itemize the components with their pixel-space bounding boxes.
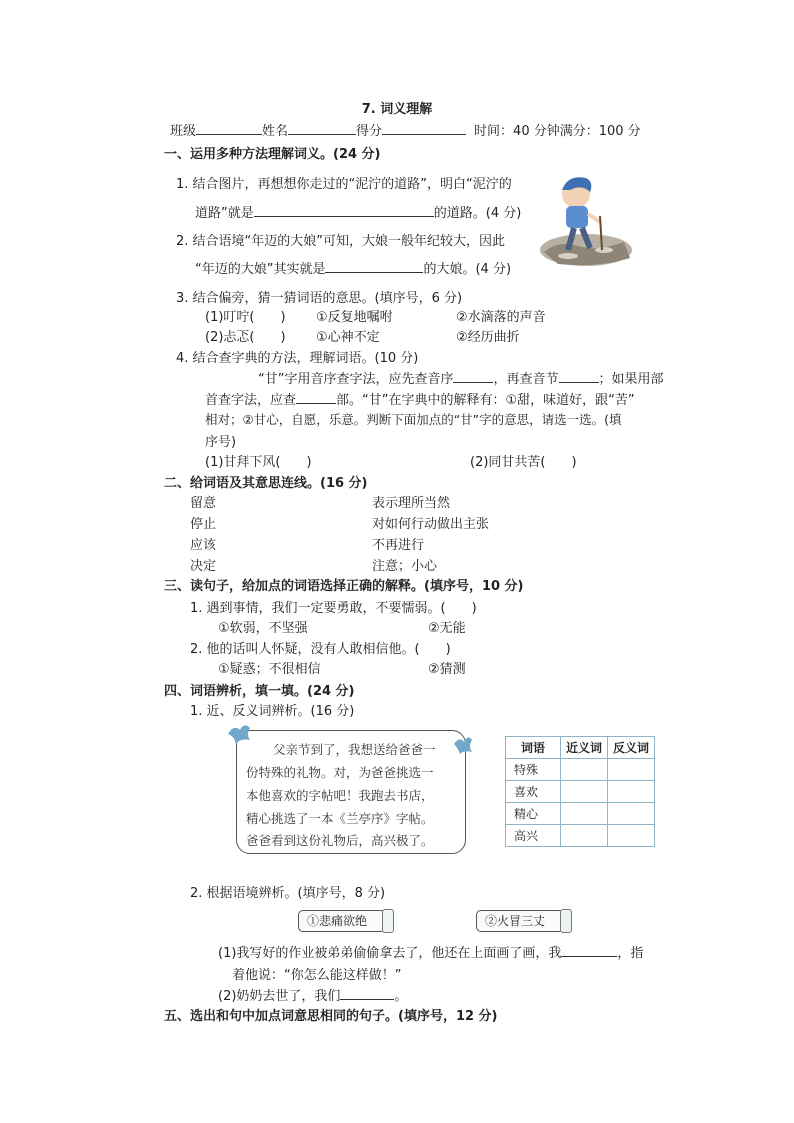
s3-q2: 2. 他的话叫人怀疑，没有人敢相信他。( ) bbox=[190, 642, 451, 657]
q4-blank-yinxu[interactable] bbox=[453, 369, 493, 383]
passage-line-3: 本他喜欢的字帖吧！我跑去书店， bbox=[246, 788, 434, 803]
s4-sub2-line1: (1)我写好的作业被弟弟偷偷拿去了，他还在上面画了画，我 ，指 bbox=[218, 942, 643, 961]
name-label: 姓名 bbox=[262, 124, 289, 139]
boy-on-muddy-road-illustration bbox=[538, 170, 634, 274]
antonym-cell[interactable] bbox=[608, 803, 655, 825]
s2-left-3[interactable]: 应该 bbox=[190, 538, 217, 553]
q4-item-1: (1)甘拜下风( ) bbox=[205, 455, 312, 470]
s2-right-1[interactable]: 表示理所当然 bbox=[372, 496, 451, 511]
s1-q1-line2: 道路”就是 的道路。(4 分) bbox=[195, 202, 521, 221]
s4-sub2: 2. 根据语境辨析。(填序号，8 分) bbox=[190, 886, 386, 901]
table-header-cell: 词语 bbox=[506, 737, 561, 759]
s4-sub2-line2: 着他说：“你怎么能这样做！” bbox=[232, 968, 402, 983]
class-label: 班级 bbox=[170, 124, 197, 139]
s1-q2-line1: 2. 结合语境“年迈的大娘”可知，大娘一般年纪较大，因此 bbox=[176, 234, 506, 249]
table-word-cell: 特殊 bbox=[506, 759, 561, 781]
s4-sub2-blank-1[interactable] bbox=[561, 943, 617, 957]
s3-q2-opt2: ②猜测 bbox=[428, 662, 466, 677]
s3-q1: 1. 遇到事情，我们一定要勇敢，不要懦弱。( ) bbox=[190, 601, 477, 616]
synonym-cell[interactable] bbox=[561, 803, 608, 825]
time-text: 时间：40 分钟满分：100 分 bbox=[474, 124, 641, 139]
passage-line-1: 父亲节到了，我想送给爸爸一 bbox=[273, 742, 436, 757]
scroll-icon bbox=[382, 909, 394, 933]
q3-item-1: (1)叮咛( ) bbox=[205, 310, 286, 325]
q4-line1: “甘”字用音序查字法，应先查音序 ，再查音节 ；如果用部 bbox=[258, 368, 664, 387]
s2-right-3[interactable]: 不再进行 bbox=[372, 538, 425, 553]
passage-line-4: 精心挑选了一本《兰亭序》字帖。 bbox=[246, 811, 434, 826]
section-1-heading: 一、运用多种方法理解词义。(24 分) bbox=[164, 147, 381, 162]
q3-item-1-opt1: ①反复地嘱咐 bbox=[316, 310, 393, 325]
antonym-cell[interactable] bbox=[608, 759, 655, 781]
passage-box bbox=[236, 730, 466, 854]
leaf-decoration-icon bbox=[452, 734, 474, 756]
q4-line4: 序号) bbox=[205, 435, 237, 450]
q4-line2: 首查字法，应查 部。“甘”在字典中的解释有：①甜，味道好，跟“苦” bbox=[205, 389, 635, 408]
s1-q3-heading: 3. 结合偏旁，猜一猜词语的意思。(填序号，6 分) bbox=[176, 291, 463, 306]
table-row bbox=[506, 803, 655, 825]
option-tag-2: ②火冒三丈 bbox=[476, 910, 564, 932]
leaf-decoration-icon bbox=[226, 722, 252, 744]
score-label: 得分 bbox=[356, 124, 383, 139]
option-tag-1: ①悲痛欲绝 bbox=[298, 910, 386, 932]
table-header-row bbox=[506, 737, 655, 759]
name-blank[interactable] bbox=[288, 121, 356, 135]
s2-right-4[interactable]: 注意；小心 bbox=[372, 559, 438, 574]
s4-sub2-line3: (2)奶奶去世了，我们 。 bbox=[218, 985, 407, 1004]
s2-left-1[interactable]: 留意 bbox=[190, 496, 217, 511]
s3-q1-opt2: ②无能 bbox=[428, 621, 466, 636]
s1-q1-line1: 1. 结合图片，再想想你走过的“泥泞的道路”，明白“泥泞的 bbox=[176, 177, 512, 192]
synonym-cell[interactable] bbox=[561, 825, 608, 847]
q4-line3: 相对；②甘心，自愿，乐意。判断下面加点的“甘”字的意思，请选一选。(填 bbox=[205, 412, 622, 427]
score-blank[interactable] bbox=[382, 121, 466, 135]
q4-blank-bushou[interactable] bbox=[296, 390, 336, 404]
antonym-cell[interactable] bbox=[608, 825, 655, 847]
q3-item-2-opt2: ②经历曲折 bbox=[456, 330, 520, 345]
table-word-cell: 高兴 bbox=[506, 825, 561, 847]
synonym-cell[interactable] bbox=[561, 759, 608, 781]
table-word-cell: 喜欢 bbox=[506, 781, 561, 803]
table-row bbox=[506, 781, 655, 803]
q2-answer-blank[interactable] bbox=[325, 259, 423, 273]
table-row bbox=[506, 825, 655, 847]
section-4-heading: 四、词语辨析，填一填。(24 分) bbox=[164, 684, 355, 699]
q4-item-2: (2)同甘共苦( ) bbox=[470, 455, 577, 470]
synonym-cell[interactable] bbox=[561, 781, 608, 803]
s4-sub1: 1. 近、反义词辨析。(16 分) bbox=[190, 704, 355, 719]
s2-left-2[interactable]: 停止 bbox=[190, 517, 217, 532]
passage-line-2: 份特殊的礼物。对，为爸爸挑选一 bbox=[246, 765, 434, 780]
s2-right-2[interactable]: 对如何行动做出主张 bbox=[372, 517, 490, 532]
s3-q1-opt1: ①软弱，不坚强 bbox=[218, 621, 308, 636]
section-5-heading: 五、选出和句中加点词意思相同的句子。(填序号，12 分) bbox=[164, 1009, 498, 1024]
section-2-heading: 二、给词语及其意思连线。(16 分) bbox=[164, 476, 368, 491]
s4-sub2-blank-2[interactable] bbox=[340, 986, 394, 1000]
q3-item-2: (2)忐忑( ) bbox=[205, 330, 286, 345]
s1-q4-heading: 4. 结合查字典的方法，理解词语。(10 分) bbox=[176, 351, 419, 366]
section-3-heading: 三、读句子，给加点的词语选择正确的解释。(填序号，10 分) bbox=[164, 579, 524, 594]
antonym-cell[interactable] bbox=[608, 781, 655, 803]
q3-item-1-opt2: ②水滴落的声音 bbox=[456, 310, 546, 325]
table-row bbox=[506, 759, 655, 781]
page-title: 7. 词义理解 bbox=[361, 102, 433, 117]
table-header-cell: 反义词 bbox=[608, 737, 655, 759]
s1-q2-line2: “年迈的大娘”其实就是 的大娘。(4 分) bbox=[195, 258, 511, 277]
q4-blank-yinjie[interactable] bbox=[559, 369, 599, 383]
header-line bbox=[170, 120, 641, 139]
table-word-cell: 精心 bbox=[506, 803, 561, 825]
class-blank[interactable] bbox=[196, 121, 262, 135]
s2-left-4[interactable]: 决定 bbox=[190, 559, 217, 574]
q1-answer-blank[interactable] bbox=[254, 203, 434, 217]
table-header-cell: 近义词 bbox=[561, 737, 608, 759]
synonym-antonym-table bbox=[505, 736, 655, 847]
s3-q2-opt1: ①疑惑；不很相信 bbox=[218, 662, 321, 677]
q3-item-2-opt1: ①心神不定 bbox=[316, 330, 380, 345]
scroll-icon bbox=[560, 909, 572, 933]
passage-line-5: 爸爸看到这份礼物后，高兴极了。 bbox=[246, 833, 434, 848]
